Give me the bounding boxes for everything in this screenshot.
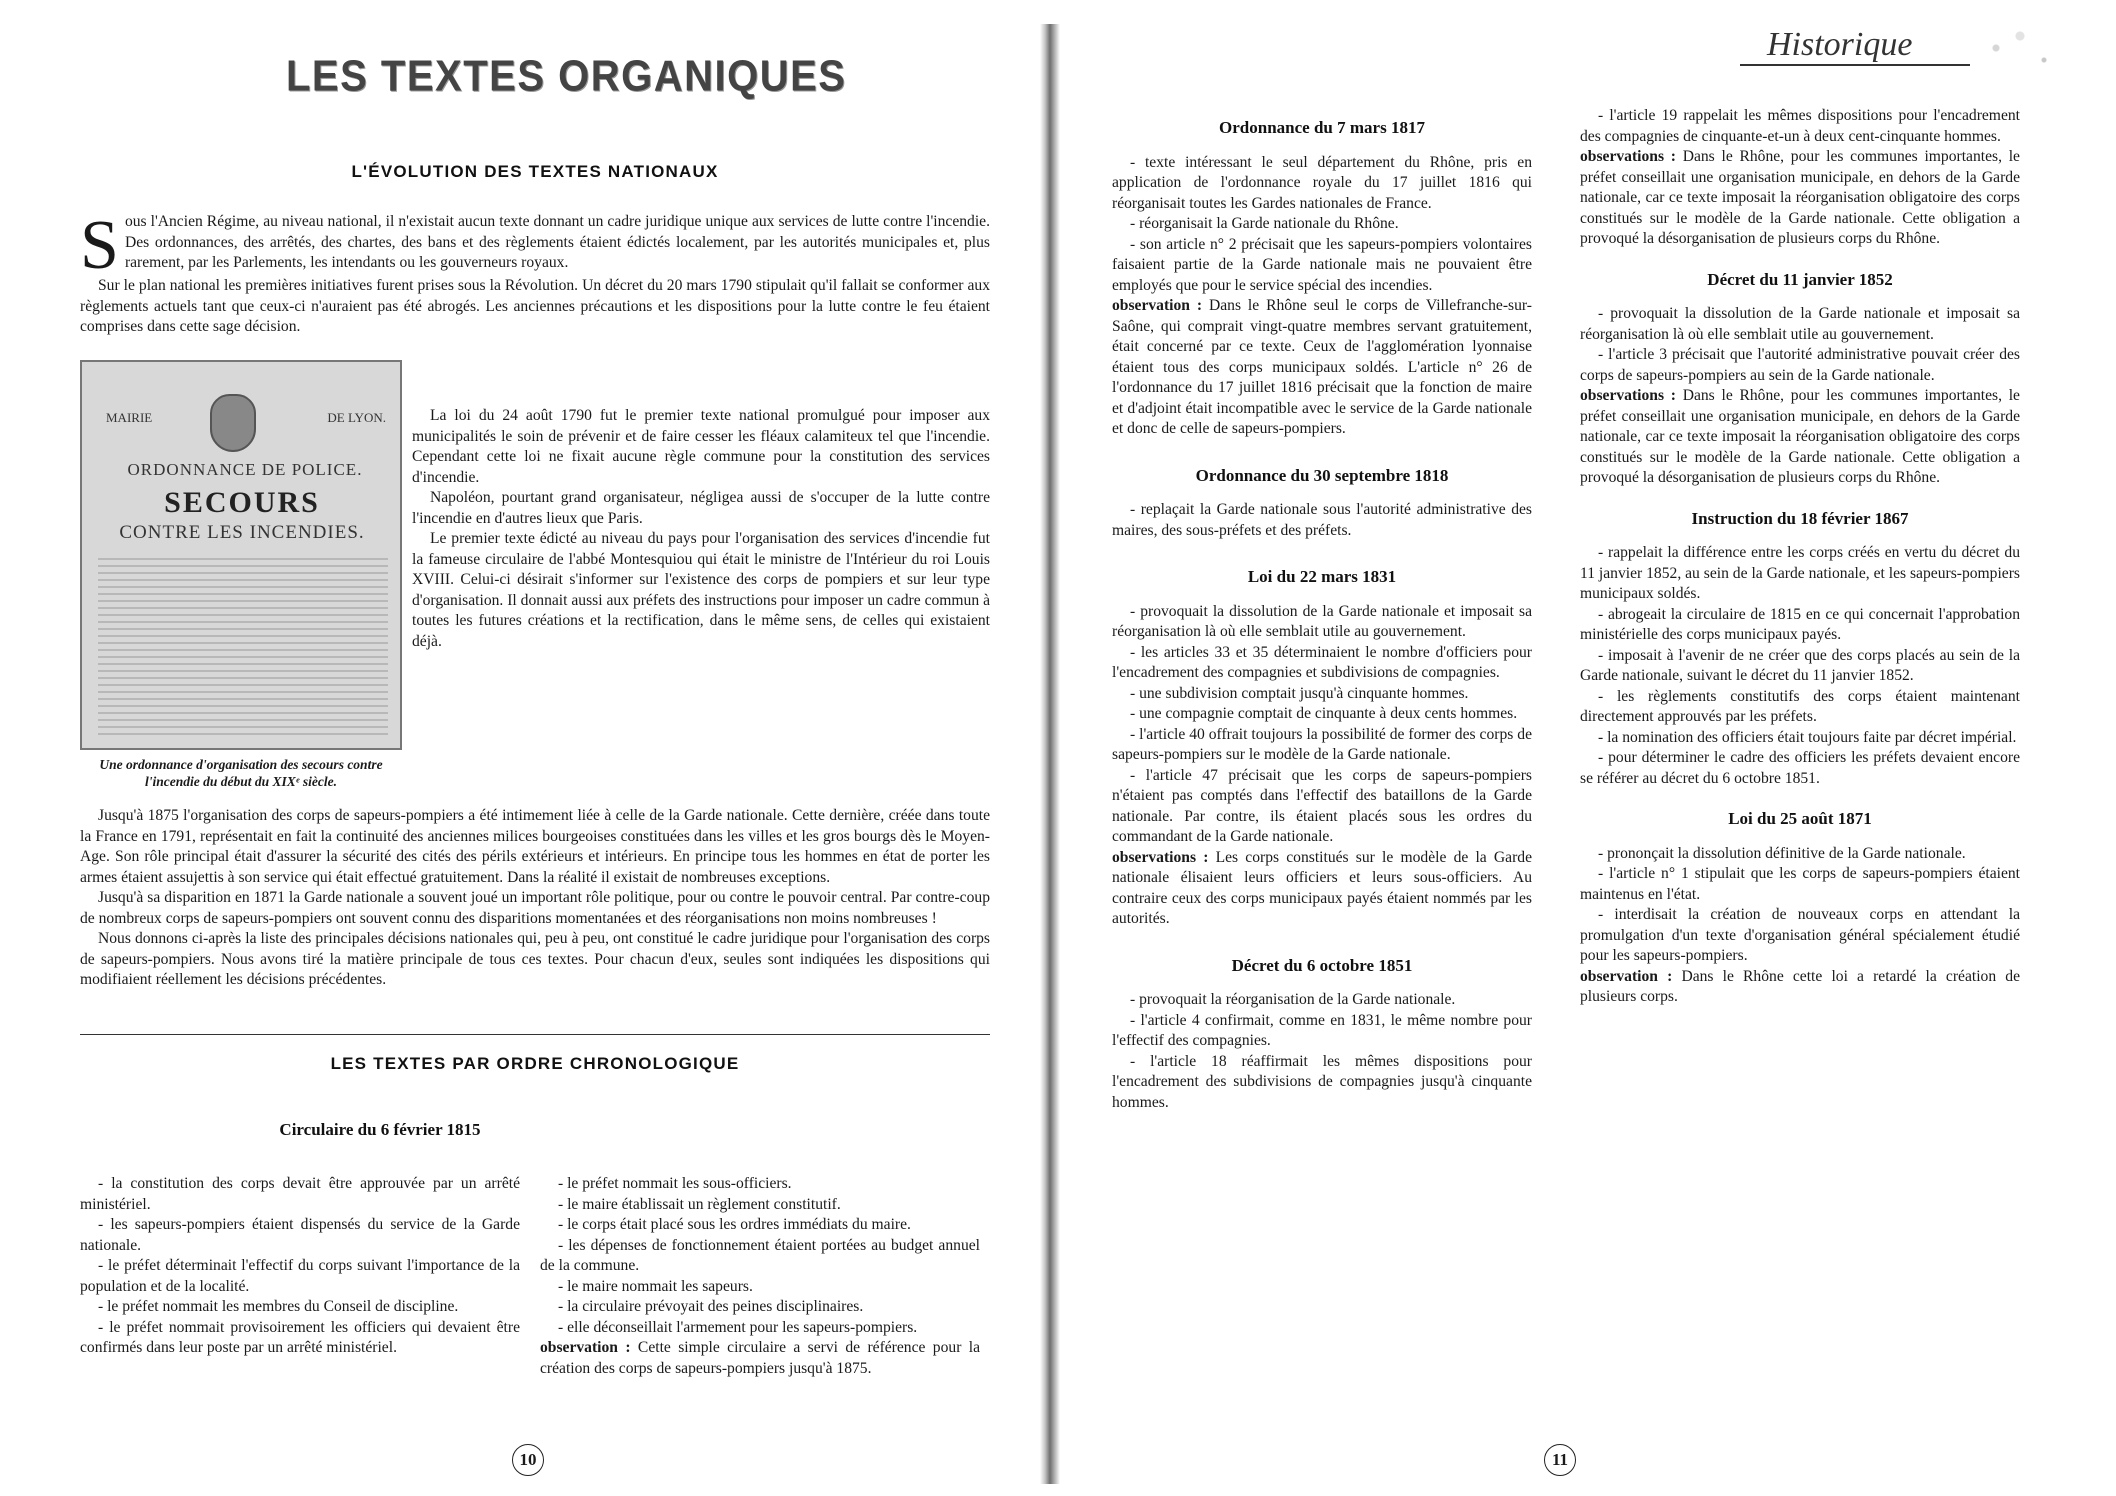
heading-ordonnance-1818: Ordonnance du 30 septembre 1818 [1195, 465, 1449, 485]
paragraph-1871: Jusqu'à sa disparition en 1871 la Garde nationale a souvent joué un important rôle politique, pour ou contre le pouvoir central. Par contre-coup de nombreux corps de sapeurs-pompiers ont souvent connu des disparitions momentanées et des réorganisations non moins nombreuses ! [80, 889, 990, 927]
poster-de-lyon: DE LYON. [327, 410, 386, 425]
poster-mairie: MAIRIE [106, 410, 153, 425]
list-item: - son article n° 2 précisait que les sapeurs-pompiers volontaires faisaient partie de la Garde nationale mais ne pouvaient être employés que pour le service spécial des incendies. [1112, 235, 1532, 294]
list-item: - abrogeait la circulaire de 1815 en ce qui concernait l'approbation ministérielle des corps municipaux payés. [1580, 605, 2020, 643]
list-item: - l'article n° 1 stipulait que les corps de sapeurs-pompiers étaient maintenus en l'état. [1580, 865, 2020, 903]
list-item: - réorganisait la Garde nationale du Rhône. [1130, 215, 1399, 232]
list-item: - le maire nommait les sapeurs. [558, 1277, 753, 1295]
paragraph-liste: Nous donnons ci-après la liste des principales décisions nationales qui, peu à peu, ont constitué le cadre juridique pour l'organisation des corps de sapeurs-pompiers. Nous avons tiré la matière principale de tous ces textes. Pour chacun d'eux, seules sont indiquées les dispositions qui modifiaient réellement les décisions précédentes. [80, 930, 990, 988]
observation-label: observations : [1112, 848, 1209, 866]
list-item: - les dépenses de fonctionnement étaient portées au budget annuel de la commune. [540, 1236, 980, 1274]
list-item: - pour déterminer le cadre des officiers les préfets devaient encore se référer au décret du 6 octobre 1851. [1580, 749, 2020, 787]
list-item: - la nomination des officiers était toujours faite par décret impérial. [1598, 728, 2017, 746]
poster-secours: SECOURS [164, 486, 320, 519]
list-item: - le préfet nommait les sous-officiers. [558, 1175, 792, 1192]
image-caption: Une ordonnance d'organisation des secours contre l'incendie du début du XIXᵉ siècle. [99, 757, 383, 789]
heading-circulaire-1815: Circulaire du 6 février 1815 [279, 1120, 481, 1139]
revolution-paragraph: Sur le plan national les premières initiatives furent prises sous la Révolution. Un décret du 20 mars 1790 stipulait qu'il fallait se conformer aux règlements actuels tant que ceux-ci n'auraient pas été abrogés. Les anciennes précautions et les dispositions pour la lutte contre le feu étaient comprises dans cette sage décision. [80, 277, 990, 335]
right-column-1 [1112, 118, 1532, 1113]
list-item: - imposait à l'avenir de ne créer que des corps placés au sein de la Garde nationale, suivant le décret du 11 janvier 1852. [1580, 646, 2020, 684]
right-column-2 [1580, 106, 2020, 1008]
list-item: - la circulaire prévoyait des peines disciplinaires. [558, 1298, 864, 1315]
decorative-speckle [1960, 24, 2080, 84]
circulaire-1815-col1 [80, 1174, 520, 1359]
heading-decret-1852: Décret du 11 janvier 1852 [1707, 269, 1893, 289]
circulaire-1815-col2 [540, 1174, 980, 1379]
intro-block [80, 207, 990, 338]
heading-instruction-1867: Instruction du 18 février 1867 [1691, 508, 1909, 528]
page-title: LES TEXTES ORGANIQUES [286, 51, 847, 101]
list-item: - une compagnie comptait de cinquante à deux cents hommes. [1130, 705, 1518, 722]
side-column [412, 406, 990, 652]
heading-loi-1871: Loi du 25 août 1871 [1728, 809, 1872, 828]
list-item: - interdisait la création de nouveaux corps en attendant la promulgation d'un texte d'organisation général spécialement étudié pour les sapeurs-pompiers. [1580, 906, 2020, 964]
list-item: - elle déconseillait l'armement pour les sapeurs-pompiers. [558, 1318, 918, 1336]
observation-text: Cette simple circulaire a servi de référence pour la création des corps de sapeurs-pompiers jusqu'à 1875. [540, 1339, 981, 1377]
lower-block [80, 806, 990, 991]
section-divider [80, 1034, 990, 1035]
list-item: - provoquait la réorganisation de la Garde nationale. [1130, 991, 1456, 1008]
list-item: - le préfet nommait provisoirement les officiers qui devaient être confirmés dans leur poste par un arrêté ministériel. [80, 1318, 520, 1356]
observation-text: Les corps constitués sur le modèle de la Garde nationale élisaient leurs officiers et leurs sous-officiers. Au contraire ceux des corps municipaux payés étaient nommés par les autorités. [1112, 848, 1532, 927]
list-item: - l'article 47 précisait que les corps de sapeurs-pompiers n'étaient pas comptés dans l'effectif des bataillons de la Garde nationale. Par contre, ils étaient placés sous les ordres du commandant de la Garde nationale. [1112, 766, 1532, 845]
intro-paragraph: ous l'Ancien Régime, au niveau national, il n'existait aucun texte donnant un cadre juridique unique aux services de lutte contre l'incendie. Des ordonnances, des arrêtés, des chartes, des bans et des règlements étaient édictés localement, par les autorités municipales et, plus rarement, par les Parlements, les intendants ou les gouverneurs royaux. [124, 213, 990, 271]
paragraph-napoleon: Napoléon, pourtant grand organisateur, négligea aussi de s'occuper de la lutte contre l'incendie en d'autres lieux que Paris. [412, 489, 990, 527]
list-item: - l'article 3 précisait que l'autorité administrative pouvait créer des corps de sapeurs-pompiers au sein de la Garde nationale. [1580, 346, 2020, 384]
list-item: - l'article 19 rappelait les mêmes dispositions pour l'encadrement des compagnies de cinquante-et-un à deux cent-cinquante hommes. [1580, 107, 2020, 145]
heading-loi-1831: Loi du 22 mars 1831 [1247, 567, 1397, 586]
ordonnance-poster-image [80, 360, 402, 750]
list-item: - texte intéressant le seul département du Rhône, pris en application de l'ordonnance royale du 17 juillet 1816 qui réorganisait toutes les Gardes nationales de France. [1112, 153, 1532, 212]
list-item: - le maire établissait un règlement constitutif. [558, 1195, 841, 1213]
list-item: - replaçait la Garde nationale sous l'autorité administrative des maires, des sous-préfets et des préfets. [1112, 501, 1532, 539]
left-page [0, 0, 1010, 1496]
drop-cap: S [80, 207, 119, 284]
observation-paragraph [1580, 386, 2020, 489]
list-item: - prononçait la dissolution définitive de la Garde nationale. [1598, 844, 1966, 862]
observation-text: Dans le Rhône seul le corps de Villefranche-sur-Saône, qui comprait vingt-quatre membres servant gratuitement, était concerné par ce texte. Ceux de l'agglomération lyonnaise étaient tous des corps municipaux soldés. L'article n° 26 de l'ordonnance du 17 juillet 1816 précisait que la fonction de maire et d'adjoint était incompatible avec le service de la Garde nationale et donc de celle de sapeurs-pompiers. [1112, 297, 1532, 437]
running-head-rule [1740, 64, 1970, 66]
observation-label: observation : [1112, 297, 1203, 314]
poster-ordonnance: ORDONNANCE DE POLICE. [127, 460, 363, 479]
list-item: - le corps était placé sous les ordres immédiats du maire. [558, 1216, 911, 1233]
list-item: - les sapeurs-pompiers étaient dispensés du service de la Garde nationale. [80, 1216, 520, 1254]
observation-text: Dans le Rhône, pour les communes importantes, le préfet conseillait une organisation municipale, en dehors de la Garde nationale, car ce texte imposait la réorganisation obligatoire des corps constitués sur le modèle de la Garde nationale. Cette obligation a provoqué la désorganisation de plusieurs corps du Rhône. [1580, 387, 2020, 486]
poster-contre: CONTRE LES INCENDIES. [119, 522, 365, 543]
heading-ordonnance-1817: Ordonnance du 7 mars 1817 [1219, 118, 1425, 137]
list-item: - l'article 18 réaffirmait les mêmes dispositions pour l'encadrement des subdivisions de compagnies jusqu'à cinquante hommes. [1112, 1052, 1532, 1111]
paragraph-1790: La loi du 24 août 1790 fut le premier texte national promulgué pour imposer aux municipalités le soin de prévenir et de faire cesser les fléaux calamiteux tel que l'incendie. Cependant cette loi ne fixait aucune règle commune pour la constitution des services d'incendie. [412, 407, 990, 486]
observation-label: observation : [540, 1339, 631, 1356]
section-heading-chronologique: LES TEXTES PAR ORDRE CHRONOLOGIQUE [330, 1054, 740, 1073]
observation-text: Dans le Rhône cette loi a retardé la création de plusieurs corps. [1580, 967, 2020, 1005]
list-item: - provoquait la dissolution de la Garde nationale et imposait sa réorganisation là où elle semblait utile au gouvernement. [1112, 602, 1532, 640]
page-number-left: 10 [512, 1444, 544, 1476]
observation-paragraph [1580, 147, 2020, 250]
section-heading-evolution: L'ÉVOLUTION DES TEXTES NATIONAUX [351, 162, 719, 181]
observation-paragraph [540, 1338, 980, 1379]
list-item: - le préfet déterminait l'effectif du corps suivant l'importance de la population et de la localité. [80, 1257, 520, 1295]
page-number-right: 11 [1544, 1444, 1576, 1476]
list-item: - rappelait la différence entre les corps créés en vertu du décret du 11 janvier 1852, au sein de la Garde nationale, et les sapeurs-pompiers municipaux soldés. [1580, 544, 2020, 602]
heading-decret-1851: Décret du 6 octobre 1851 [1231, 955, 1413, 975]
observation-paragraph [1580, 967, 2020, 1008]
observation-paragraph [1112, 296, 1532, 440]
list-item: - une subdivision comptait jusqu'à cinquante hommes. [1130, 684, 1469, 702]
poster-text-lines [98, 558, 388, 738]
paragraph-montesquiou: Le premier texte édicté au niveau du pays pour l'organisation des services d'incendie fut la fameuse circulaire de l'abbé Montesquiou qui était le ministre de l'Intérieur du roi Louis XVIII. Celui-ci désirait s'informer sur l'existence des corps de pompiers et sur leur type d'organisation. Il donnait aussi aux préfets des instructions pour imposer un cadre commun à toutes les futures créations et la rectification, dans le même sens, de celles qui existaient déjà. [412, 530, 990, 650]
list-item: - les règlements constitutifs des corps étaient maintenant directement approuvés par les préfets. [1580, 687, 2020, 725]
running-head: Historique [1767, 26, 1913, 63]
paragraph-1875: Jusqu'à 1875 l'organisation des corps de sapeurs-pompiers a été intimement liée à celle de la Garde nationale. Cette dernière, créée dans toute la France en 1791, représentait en fait la continuité des anciennes milices bourgeoises constituées dans les villes et les gros bourgs dès le Moyen-Age. Son rôle principal était d'assurer la sécurité des cités des périls extérieurs et intérieurs. En principe tous les hommes en état de porter les armes étaient assujettis à son service qui était effectué gratuitement. Dans la réalité il existait de nombreuses exceptions. [80, 807, 990, 886]
list-item: - les articles 33 et 35 déterminaient le nombre d'officiers pour l'encadrement des compagnies et subdivisions de compagnies. [1112, 643, 1532, 681]
observation-label: observations : [1580, 387, 1676, 404]
list-item: - l'article 40 offrait toujours la possibilité de former des corps de sapeurs-pompiers sur le modèle de la Garde nationale. [1112, 725, 1532, 763]
list-item: - provoquait la dissolution de la Garde nationale et imposait sa réorganisation là où elle semblait utile au gouvernement. [1580, 305, 2020, 343]
observation-label: observations : [1580, 148, 1676, 165]
list-item: - la constitution des corps devait être approuvée par un arrêté ministériel. [80, 1175, 520, 1213]
observation-text: Dans le Rhône, pour les communes importantes, le préfet conseillait une organisation municipale, en dehors de la Garde nationale, car ce texte imposait la réorganisation obligatoire des corps constitués sur le modèle de la Garde nationale. Cette obligation a provoqué la désorganisation de plusieurs corps du Rhône. [1580, 148, 2020, 247]
observation-label: observation : [1580, 967, 1673, 985]
list-item: - l'article 4 confirmait, comme en 1831, le même nombre pour l'effectif des compagnies. [1112, 1011, 1532, 1049]
list-item: - le préfet nommait les membres du Conseil de discipline. [98, 1298, 459, 1315]
observation-paragraph [1112, 848, 1532, 930]
